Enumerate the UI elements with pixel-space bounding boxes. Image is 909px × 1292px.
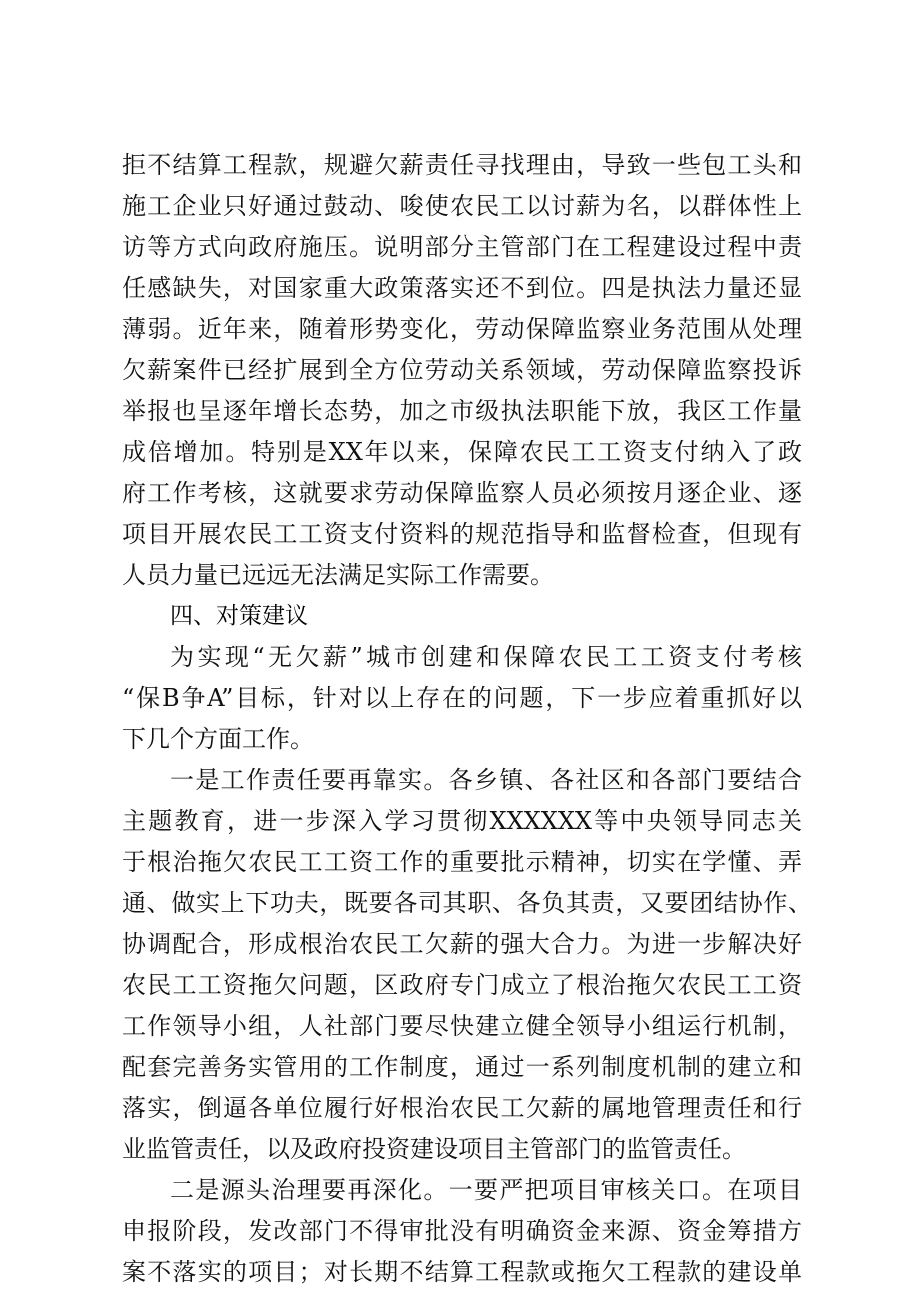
text-line: 访等方式向政府施压。说明部分主管部门在工程建设过程中责 [122,233,802,261]
text-line: 下几个方面工作。 [122,725,314,753]
text-line: 落实，倒逼各单位履行好根治农民工欠薪的属地管理责任和行 [122,1094,802,1122]
text-line: 项目开展农民工工资支付资料的规范指导和监督检查，但现有 [122,520,802,548]
section-heading: 四、对策建议 [170,603,308,629]
text-line: 成倍增加。特别是XX年以来，保障农民工工资支付纳入了政 [122,438,802,466]
text-line: 于根治拖欠农民工工资工作的重要批示精神，切实在学懂、弄 [122,848,802,876]
text-line: 欠薪案件已经扩展到全方位劳动关系领域，劳动保障监察投诉 [122,356,802,384]
text-line: 工作领导小组，人社部门要尽快建立健全领导小组运行机制， [122,1012,802,1040]
text-line: 府工作考核，这就要求劳动保障监察人员必须按月逐企业、逐 [122,479,802,507]
text-line: 案不落实的项目；对长期不结算工程款或拖欠工程款的建设单 [122,1258,802,1286]
text-line: 任感缺失，对国家重大政策落实还不到位。四是执法力量还显 [122,274,802,302]
text-line: 申报阶段，发改部门不得审批没有明确资金来源、资金筹措方 [122,1217,802,1245]
paragraph-first-line: 一是工作责任要再靠实。各乡镇、各社区和各部门要结合 [170,766,802,794]
text-line: 拒不结算工程款，规避欠薪责任寻找理由，导致一些包工头和 [122,151,802,179]
text-line: 人员力量已远远无法满足实际工作需要。 [122,561,554,589]
paragraph-first-line: 为实现“无欠薪”城市创建和保障农民工工资支付考核 [170,643,802,671]
text-line: 举报也呈逐年增长态势，加之市级执法职能下放，我区工作量 [122,397,802,425]
paragraph-first-line: 二是源头治理要再深化。一要严把项目审核关口。在项目 [170,1176,802,1204]
text-line: 业监管责任，以及政府投资建设项目主管部门的监管责任。 [122,1135,746,1163]
text-line: 农民工工资拖欠问题，区政府专门成立了根治拖欠农民工工资 [122,971,802,999]
text-line: 薄弱。近年来，随着形势变化，劳动保障监察业务范围从处理 [122,315,802,343]
text-line: 协调配合，形成根治农民工欠薪的强大合力。为进一步解决好 [122,930,802,958]
text-line: 施工企业只好通过鼓动、唆使农民工以讨薪为名，以群体性上 [122,192,802,220]
text-line: “保B争A”目标，针对以上存在的问题，下一步应着重抓好以 [122,684,802,712]
text-line: 通、做实上下功夫，既要各司其职、各负其责，又要团结协作、 [122,889,812,917]
text-line: 配套完善务实管用的工作制度，通过一系列制度机制的建立和 [122,1053,802,1081]
text-line: 主题教育，进一步深入学习贯彻XXXXXX等中央领导同志关 [122,807,802,835]
